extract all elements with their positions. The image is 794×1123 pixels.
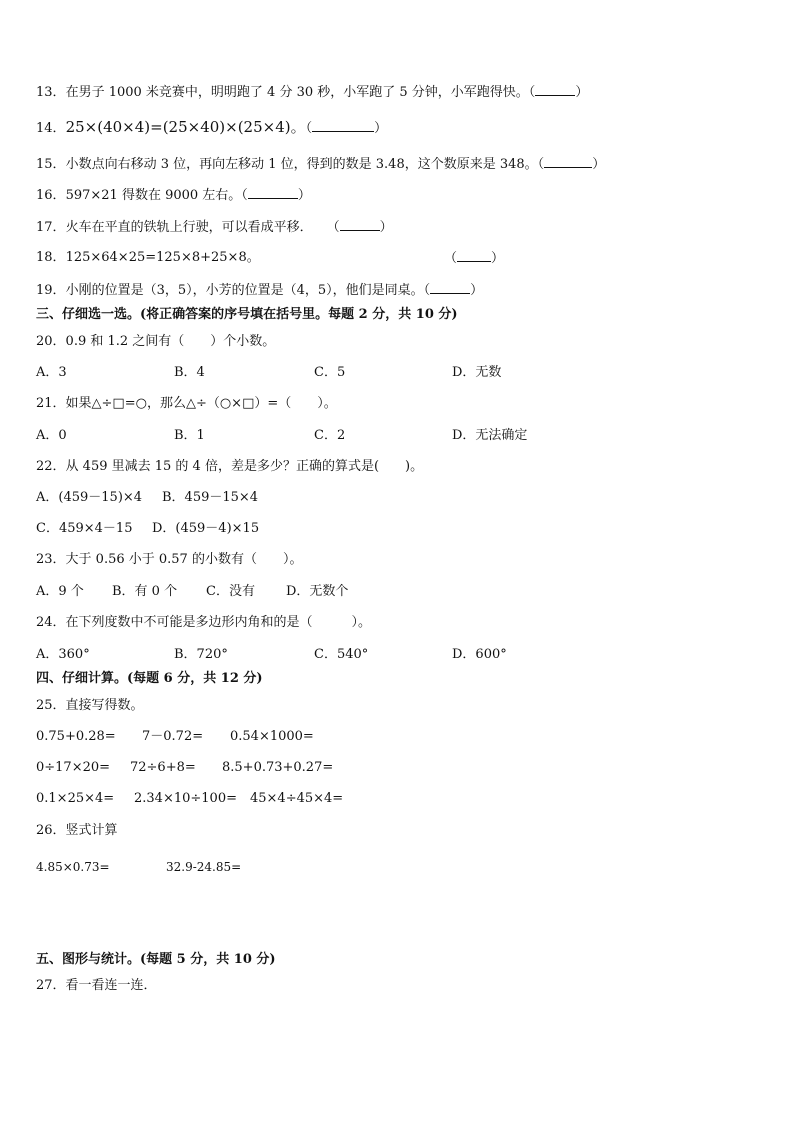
question-number: 14 <box>36 121 53 136</box>
calc-item: 0÷17×20= <box>36 760 111 775</box>
section-5-heading: 五、图形与统计。(每题 5 分，共 10 分) <box>36 952 276 967</box>
q21-option-c[interactable]: C．2 <box>314 428 346 443</box>
section-4-heading: 四、仔细计算。(每题 6 分，共 12 分) <box>36 671 263 686</box>
answer-blank[interactable] <box>340 218 380 231</box>
question-23: 23．大于 0.56 小于 0.57 的小数有（ ）。 <box>36 552 303 567</box>
question-text: 在男子 1000 米竞赛中，明明跑了 4 分 30 秒，小军跑了 5 分钟，小军跑得快。 <box>65 85 529 100</box>
calc-item: 0.1×25×4= <box>36 791 115 806</box>
question-number: 18 <box>36 250 53 265</box>
question-number: 19 <box>36 283 53 298</box>
answer-blank[interactable] <box>430 281 470 294</box>
vertical-calc-item: 32.9-24.85= <box>166 860 242 874</box>
paren-close: ） <box>374 121 388 136</box>
paren-open: （ <box>528 85 536 100</box>
question-22: 22．从 459 里减去 15 的 4 倍，差是多少？正确的算式是( )。 <box>36 459 424 474</box>
question-text: 125×64×25=125×8+25×8。 <box>65 250 260 265</box>
paren-open: （ <box>444 251 458 266</box>
paren-close: ） <box>491 251 505 266</box>
calc-item: 72÷6+8= <box>130 760 196 775</box>
question-14: 14．25×(40×4)=(25×40)×(25×4)。（ ） <box>36 118 388 136</box>
calc-item: 2.34×10÷100= <box>134 791 237 806</box>
q21-option-a[interactable]: A．0 <box>36 428 67 443</box>
question-number: 15 <box>36 157 53 172</box>
paren-close: ） <box>470 283 484 298</box>
question-number: 13 <box>36 85 53 100</box>
q20-option-c[interactable]: C．5 <box>314 365 346 380</box>
q24-option-b[interactable]: B．720° <box>174 647 228 662</box>
paren-open: （ <box>241 188 248 203</box>
answer-blank[interactable] <box>457 249 491 262</box>
question-13: 13．在男子 1000 米竞赛中，明明跑了 4 分 30 秒，小军跑了 5 分钟，小军跑得快。（ ） <box>36 85 589 100</box>
question-number: 17 <box>36 220 53 235</box>
question-18-answer <box>444 249 504 268</box>
question-text: 小刚的位置是（3，5），小芳的位置是（4，5），他们是同桌。 <box>65 283 424 298</box>
question-25: 25．直接写得数。 <box>36 698 144 713</box>
paren-close: ） <box>592 157 606 172</box>
q21-option-d[interactable]: D．无法确定 <box>452 428 528 443</box>
section-3-heading: 三、仔细选一选。(将正确答案的序号填在括号里。每题 2 分，共 10 分) <box>36 307 458 322</box>
q22-option-c[interactable]: C．459×4－15 <box>36 521 133 536</box>
question-18: 18．125×64×25=125×8+25×8。 <box>36 250 260 265</box>
q23-option-d[interactable]: D．无数个 <box>286 584 349 599</box>
calc-item: 0.54×1000= <box>230 729 314 744</box>
q20-option-a[interactable]: A．3 <box>36 365 67 380</box>
q23-option-b[interactable]: B．有 0 个 <box>112 584 178 599</box>
q23-option-c[interactable]: C．没有 <box>206 584 255 599</box>
vertical-calc-item: 4.85×0.73= <box>36 860 110 874</box>
q24-option-a[interactable]: A．360° <box>36 647 90 662</box>
question-16: 16．597×21 得数在 9000 左右。（ ） <box>36 188 311 203</box>
calc-item: 7－0.72= <box>142 729 204 744</box>
q24-option-c[interactable]: C．540° <box>314 647 369 662</box>
question-20: 20．0.9 和 1.2 之间有（ ）个小数。 <box>36 334 276 349</box>
question-19: 19．小刚的位置是（3，5），小芳的位置是（4，5），他们是同桌。（ ） <box>36 283 484 298</box>
question-text: 小数点向右移动 3 位，再向左移动 1 位，得到的数是 3.48，这个数原来是 348。 <box>65 157 538 172</box>
paren-close: ） <box>379 220 393 235</box>
calc-item: 45×4÷45×4= <box>250 791 344 806</box>
q22-option-b[interactable]: B．459－15×4 <box>162 490 259 505</box>
question-15: 15．小数点向右移动 3 位，再向左移动 1 位，得到的数是 3.48，这个数原来是 348。（ ） <box>36 157 606 172</box>
question-text: 597×21 得数在 9000 左右。 <box>65 188 242 203</box>
answer-blank[interactable] <box>544 155 592 168</box>
calc-item: 0.75+0.28= <box>36 729 116 744</box>
question-24: 24．在下列度数中不可能是多边形内角和的是（ ）。 <box>36 615 372 630</box>
q21-option-b[interactable]: B．1 <box>174 428 205 443</box>
answer-blank[interactable] <box>248 186 298 199</box>
paren-open: （ <box>537 157 545 172</box>
question-number: 16 <box>36 188 53 203</box>
q22-option-d[interactable]: D．(459－4)×15 <box>152 521 260 536</box>
paren-open: （ <box>326 220 340 235</box>
q20-option-d[interactable]: D．无数 <box>452 365 502 380</box>
question-text: 25×(40×4)=(25×40)×(25×4)。 <box>65 118 306 136</box>
question-26: 26．竖式计算 <box>36 823 118 838</box>
answer-blank[interactable] <box>312 119 374 132</box>
paren-close: ） <box>575 85 589 100</box>
answer-blank[interactable] <box>535 83 575 96</box>
question-21: 21．如果△÷□=○，那么△÷（○×□）=（ ）。 <box>36 396 337 411</box>
paren-open: （ <box>305 121 313 136</box>
calc-item: 8.5+0.73+0.27= <box>222 760 334 775</box>
question-17: 17．火车在平直的铁轨上行驶，可以看成平移． （ ） <box>36 220 393 235</box>
paren-close: ） <box>297 188 311 203</box>
q20-option-b[interactable]: B．4 <box>174 365 205 380</box>
paren-open: （ <box>423 283 431 298</box>
q24-option-d[interactable]: D．600° <box>452 647 507 662</box>
question-text: 火车在平直的铁轨上行驶，可以看成平移． <box>65 220 313 235</box>
q22-option-a[interactable]: A．(459－15)×4 <box>36 490 143 505</box>
q23-option-a[interactable]: A．9 个 <box>36 584 84 599</box>
question-27: 27．看一看连一连． <box>36 978 157 993</box>
